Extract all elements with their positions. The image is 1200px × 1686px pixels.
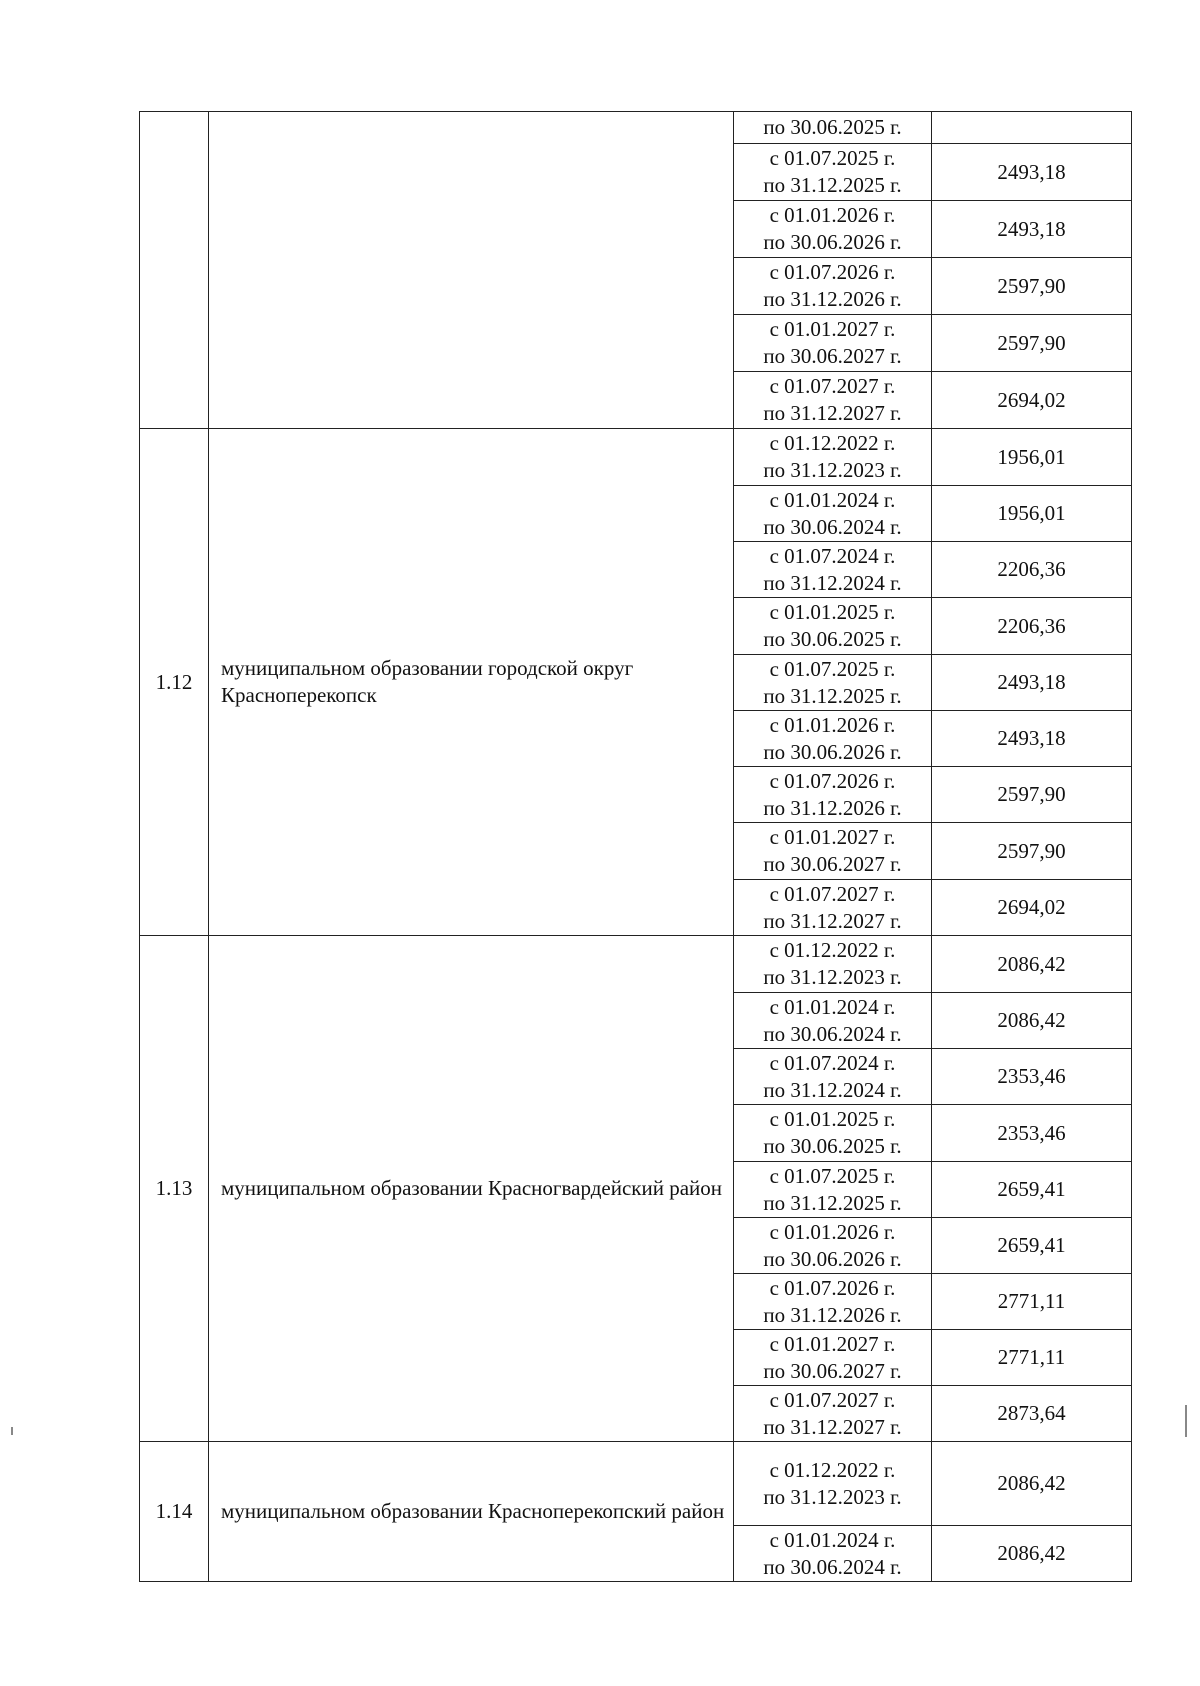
period-cell: с 01.01.2026 г. по 30.06.2026 г. [734,1218,932,1274]
period-cell: с 01.07.2026 г. по 31.12.2026 г. [734,258,932,315]
period-cell: с 01.01.2027 г. по 30.06.2027 г. [734,823,932,880]
period-cell: с 01.07.2027 г. по 31.12.2027 г. [734,880,932,936]
tariff-value-cell: 2694,02 [932,880,1132,936]
tariff-value-cell: 2771,11 [932,1274,1132,1330]
period-cell: с 01.12.2022 г. по 31.12.2023 г. [734,429,932,486]
tariff-value-cell: 2597,90 [932,767,1132,823]
tariff-value-cell: 1956,01 [932,486,1132,542]
tariff-value-cell: 2597,90 [932,258,1132,315]
period-cell: с 01.01.2027 г. по 30.06.2027 г. [734,315,932,372]
period-cell: с 01.01.2025 г. по 30.06.2025 г. [734,1105,932,1162]
tariff-value-cell: 2353,46 [932,1105,1132,1162]
period-cell: с 01.01.2024 г. по 30.06.2024 г. [734,486,932,542]
table-row [140,429,1132,486]
period-cell: с 01.01.2027 г. по 30.06.2027 г. [734,1330,932,1386]
period-cell: с 01.01.2026 г. по 30.06.2026 г. [734,201,932,258]
period-cell: с 01.07.2027 г. по 31.12.2027 г. [734,1386,932,1442]
tariff-value-cell [932,112,1132,144]
municipality-name: муниципальном образовании Красногвардейский район [209,936,734,1442]
scan-mark [1185,1405,1187,1437]
tariff-value-cell: 2659,41 [932,1162,1132,1218]
tariff-value-cell: 1956,01 [932,429,1132,486]
tariff-table-body [140,112,1132,1582]
tariff-value-cell: 2597,90 [932,823,1132,880]
tariff-value-cell: 2086,42 [932,1526,1132,1582]
item-number: 1.14 [140,1442,209,1582]
tariff-value-cell: 2493,18 [932,655,1132,711]
table-row [140,936,1132,993]
tariff-value-cell: 2873,64 [932,1386,1132,1442]
tariff-value-cell: 2694,02 [932,372,1132,429]
item-number: 1.12 [140,429,209,936]
period-cell: с 01.01.2025 г. по 30.06.2025 г. [734,598,932,655]
period-cell: с 01.01.2026 г. по 30.06.2026 г. [734,711,932,767]
period-cell: с 01.12.2022 г. по 31.12.2023 г. [734,1442,932,1526]
tariff-value-cell: 2493,18 [932,711,1132,767]
table-row [140,1442,1132,1526]
period-cell: с 01.07.2025 г. по 31.12.2025 г. [734,1162,932,1218]
period-cell: с 01.01.2024 г. по 30.06.2024 г. [734,993,932,1049]
municipality-name: муниципальном образовании Красноперекопский район [209,1442,734,1582]
table-row [140,112,1132,144]
tariff-value-cell: 2659,41 [932,1218,1132,1274]
period-cell: с 01.01.2024 г. по 30.06.2024 г. [734,1526,932,1582]
tariff-table [139,111,1132,1582]
tariff-value-cell: 2206,36 [932,542,1132,598]
period-cell: с 01.07.2025 г. по 31.12.2025 г. [734,144,932,201]
municipality-name [209,112,734,429]
period-cell: с 01.07.2025 г. по 31.12.2025 г. [734,655,932,711]
period-cell: по 30.06.2025 г. [734,112,932,144]
tariff-value-cell: 2771,11 [932,1330,1132,1386]
period-cell: с 01.12.2022 г. по 31.12.2023 г. [734,936,932,993]
item-number [140,112,209,429]
item-number: 1.13 [140,936,209,1442]
tariff-value-cell: 2206,36 [932,598,1132,655]
tariff-value-cell: 2353,46 [932,1049,1132,1105]
municipality-name: муниципальном образовании городской округ Красноперекопск [209,429,734,936]
tariff-value-cell: 2493,18 [932,144,1132,201]
tariff-value-cell: 2493,18 [932,201,1132,258]
tariff-value-cell: 2086,42 [932,993,1132,1049]
period-cell: с 01.07.2024 г. по 31.12.2024 г. [734,1049,932,1105]
period-cell: с 01.07.2024 г. по 31.12.2024 г. [734,542,932,598]
scan-mark [11,1427,13,1435]
tariff-value-cell: 2086,42 [932,1442,1132,1526]
tariff-value-cell: 2086,42 [932,936,1132,993]
period-cell: с 01.07.2026 г. по 31.12.2026 г. [734,1274,932,1330]
period-cell: с 01.07.2027 г. по 31.12.2027 г. [734,372,932,429]
tariff-value-cell: 2597,90 [932,315,1132,372]
period-cell: с 01.07.2026 г. по 31.12.2026 г. [734,767,932,823]
